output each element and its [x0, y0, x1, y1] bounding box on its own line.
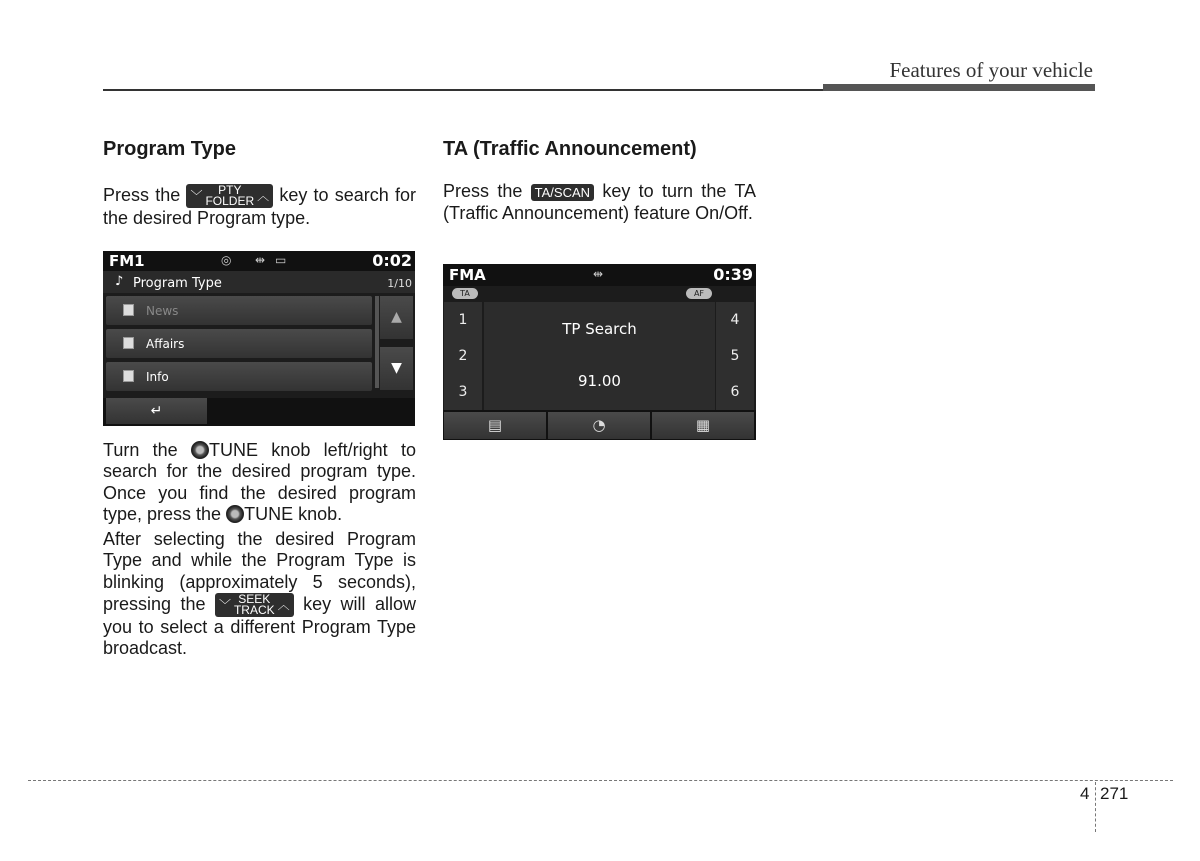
- ta-screen: [443, 264, 756, 440]
- preset-button-2[interactable]: 2: [444, 338, 482, 374]
- ta-scan-key: TA/SCAN: [531, 184, 594, 201]
- program-type-heading: Program Type: [103, 138, 236, 160]
- footer-divider: [1095, 782, 1096, 832]
- scroll-up-button[interactable]: [380, 296, 413, 339]
- clock: 0:02: [372, 251, 412, 270]
- pty-folder-key: ﹀ PTY FOLDER ︿: [186, 184, 273, 208]
- ta-paragraph: Press the TA/SCAN key to turn the TA (Traffic Announcement) feature On/Off.: [443, 181, 756, 223]
- usb-icon: ⇹: [255, 253, 266, 267]
- status-bar: [103, 251, 415, 271]
- clock: 0:39: [713, 265, 753, 284]
- seek-track-key: ﹀ SEEK TRACK ︿: [215, 593, 294, 617]
- left-column: [103, 139, 416, 230]
- chevron-down-icon: ﹀: [190, 188, 203, 203]
- music-note-icon: ♪: [115, 274, 124, 289]
- tp-search-status: TP Search: [562, 320, 637, 338]
- list-title-bar: [103, 271, 415, 293]
- preset-button-1[interactable]: 1: [444, 302, 482, 338]
- list-icon: [123, 304, 134, 316]
- radio-search-icon: ◔: [592, 416, 606, 434]
- triangle-up-icon: ▲: [391, 309, 402, 325]
- chevron-up-icon: ︿: [257, 188, 270, 203]
- back-arrow-icon: ↵: [150, 403, 163, 419]
- radio-list-icon: ▤: [487, 416, 503, 434]
- list-icon: [123, 337, 134, 349]
- right-column: [443, 139, 756, 224]
- header-bar: [823, 84, 1095, 91]
- left-column-lower: [103, 440, 416, 660]
- scrollbar[interactable]: [375, 296, 379, 388]
- page-number: 271: [1100, 784, 1129, 803]
- list-title: Program Type: [133, 276, 222, 291]
- menu-grid-button[interactable]: [652, 412, 754, 439]
- running-header: Features of your vehicle: [889, 58, 1093, 82]
- ta-indicator: TA: [452, 288, 478, 299]
- program-type-paragraph: Press the ﹀ PTY FOLDER ︿ key to search for the desired Program type.: [103, 183, 416, 229]
- list-icon: [123, 370, 134, 382]
- band-label: FMA: [449, 266, 486, 284]
- chapter-number: 4: [1080, 784, 1090, 803]
- scroll-down-button[interactable]: [380, 347, 413, 390]
- disc-icon: ◎: [221, 253, 232, 267]
- tuner-display: [484, 302, 715, 410]
- radio-list-button[interactable]: [444, 412, 546, 439]
- aux-icon: ▭: [275, 253, 287, 267]
- program-type-screen: [103, 251, 415, 426]
- list-item-news[interactable]: News: [106, 296, 372, 325]
- status-bar: [443, 264, 756, 286]
- list-item-info[interactable]: Info: [106, 362, 372, 391]
- preset-button-6[interactable]: 6: [716, 374, 754, 410]
- preset-button-4[interactable]: 4: [716, 302, 754, 338]
- footer-rule: [28, 780, 1173, 781]
- bottom-bar: [443, 410, 756, 440]
- triangle-down-icon: ▼: [391, 360, 402, 376]
- band-label: FM1: [109, 252, 145, 270]
- list-item-affairs[interactable]: Affairs: [106, 329, 372, 358]
- preset-button-3[interactable]: 3: [444, 374, 482, 410]
- chevron-up-icon: ︿: [277, 597, 290, 612]
- back-button[interactable]: [106, 398, 207, 424]
- seek-paragraph: After selecting the desired Program Type and while the Program Type is blinking (approximately 5 seconds), pressing the ﹀ SEEK TRACK ︿ key will allow you to select a different Program Type broadcast.: [103, 529, 416, 659]
- list-page-counter: 1/10: [387, 277, 412, 290]
- chevron-down-icon: ﹀: [218, 597, 231, 612]
- tune-knob-icon: [226, 505, 244, 523]
- header-rule: [103, 89, 823, 91]
- tune-paragraph: Turn the TUNE knob left/right to search for the desired program type. Once you find the desired program type, press the TUNE knob.: [103, 440, 416, 524]
- bottom-bar: [103, 398, 415, 426]
- usb-icon: ⇹: [593, 267, 604, 281]
- tune-knob-icon: [191, 441, 209, 459]
- preset-button-5[interactable]: 5: [716, 338, 754, 374]
- grid-icon: ▦: [695, 416, 711, 434]
- af-indicator: AF: [686, 288, 712, 299]
- radio-search-button[interactable]: [548, 412, 650, 439]
- frequency-readout: 91.00: [578, 372, 621, 390]
- ta-heading: TA (Traffic Announcement): [443, 138, 697, 160]
